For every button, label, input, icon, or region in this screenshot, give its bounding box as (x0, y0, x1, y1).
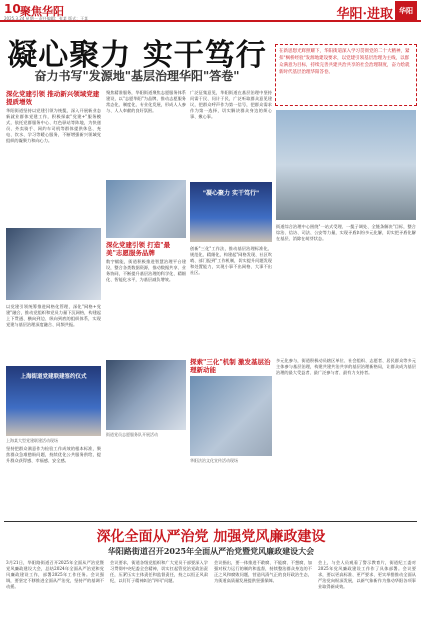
bottom-headline: 深化全面从严治党 加强党风廉政建设 (96, 529, 326, 545)
main-subheadline: 奋力书写"发源地"基层治理华阳"答卷" (34, 69, 240, 83)
col4-photo (276, 110, 416, 220)
bottom-col-3: 会议指出，要一体推进不敢腐、不能腐、不想腐，加强对权力运行的制约和监督，持续整治群众身边的不正之风和腐败问题，营造风清气正的良好政治生态，为街道高质量发展提供坚强保障。 (214, 560, 312, 583)
intro-quote-box: 在新思想光辉照耀下，华阳街道深入学习贯彻党的二十大精神，紧扣"枫桥经验"发源地建设要求，以党建引领基层治理为主线，以群众满意为目标，持续完善共建共治共享的社会治理制度，奋力绘就新时代基层治理华阳答卷。 (275, 44, 417, 106)
bottom-divider (4, 521, 417, 522)
col3-caption: 华阳法治文化宣传活动现场 (190, 458, 238, 463)
bottom-col-1: 3月21日，华阳路街道召开2025年全面从严治党暨党风廉政建设大会，总结2024年全面从严治党和党风廉政建设工作，部署2025年工作任务。会议强调，要坚定不移推进全面从严治党，坚持严的基调不动摇。 (6, 560, 104, 589)
col3-photo (190, 182, 272, 242)
col2-text: 聚焦精准服务，华阳街道聚焦志愿服务体系建设，以"志愿华阳"为品牌，推动志愿服务常态化、制度化、专业化发展，形成人人参与、人人奉献的良好氛围。 (106, 90, 186, 113)
masthead: 华阳·进取 (336, 7, 393, 22)
col2-caption: 街道党员志愿服务队开展活动 (106, 432, 158, 437)
bottom-col-4: 会上，与会人员观看了警示教育片，街道纪工委对2025年党风廉政建设工作作了具体部署。会议要求，要以更高标准、更严要求、更实举措推动全面从严治党向纵深发展，以新气象新作为推动华阳各项事业取得新成效。 (318, 560, 416, 589)
col1-text-3: 坚持把群众满意作为检验工作成效的根本标准，聚焦群众急难愁盼问题，持续优化公共服务供给，提升群众获得感、幸福感、安全感。 (6, 446, 101, 463)
col1-text: 华阳街道坚持以党建引领为统揽，深入开展新业态新就业群体党建工作，积极探索"党建+"服务模式，依托党群服务中心、红色驿站等阵地，为快递员、外卖骑手、网约车司机等群体提供休息、充电、饮水、学习等暖心服务，不断增强新兴领域党组织的凝聚力和向心力。 (6, 108, 101, 143)
main-headline: 凝心聚力 实干笃行 (7, 38, 267, 73)
col3-photo-2 (190, 376, 272, 456)
col3-text-2: 创新"三化"工作法，推动基层治理标准化、规范化、精细化，构建起"网格发现、社区吹哨、部门报到"工作机制，切实提升问题发现和处置能力，实现小事不出网格、大事不出社区。 (190, 246, 272, 275)
col3-text: 广泛征集意见，华阳街道在基层治理中坚持问需于民、问计于民，广泛听取群众意见建议，把群众呼声作为第一信号，把群众需求作为第一选择，切实解决群众身边的烦心事、揪心事。 (190, 90, 272, 119)
newspaper-logo-icon: 华阳 (395, 1, 417, 20)
col4-text-2: 多元化参与，街道积极动员辖区单位、社会组织、志愿者、居民群众等多元主体参与基层治理，构建共建共治共享的基层治理新格局，让群众成为基层治理的最大受益者、最广泛参与者、最有力支持者。 (276, 358, 416, 375)
bottom-subheadline: 华阳路街道召开2025年全面从严治党暨党风廉政建设大会 (107, 546, 315, 556)
col2-subtitle: 深化党建引领 打造"最美"志愿服务品牌 (106, 241, 171, 257)
col1-photo-banner: 上海街道党建联建签约仪式 (20, 374, 87, 380)
bottom-col-2: 会议要求，街道各级党组织和广大党员干部要深入学习贯彻中央纪委全会精神，切实扛起管党治党政治责任，压紧压实主体责任和监督责任，持之以恒正风肃纪，以钉钉子精神纠治"四风"问题。 (110, 560, 208, 583)
col1-photo-1 (6, 228, 101, 300)
col1-photo-2 (6, 366, 101, 436)
col3-photo-banner: "凝心聚力 实干笃行" (202, 190, 260, 197)
col4-text: 街道综合治理中心围绕"一站式受理、一揽子调处、全链条解决"目标，整合综治、信访、司法、公安等力量，实现矛盾纠纷多元化解，切实把矛盾化解在基层、消除在萌芽状态。 (276, 224, 416, 241)
section-name: 聚焦华阳 (20, 5, 64, 18)
col2-photo-2 (106, 360, 186, 430)
col1-subtitle: 深化党建引领 推动新兴领域党建提质增效 (6, 90, 100, 106)
col2-text-2: 数字赋能，街道积极推进智慧治理平台建设，整合各类数据资源，推动数据共享、业务协同，不断提升基层治理的科学化、精细化、智能化水平，为基层减负增效。 (106, 259, 186, 282)
col3-subtitle: 探索"三化"机制 激发基层治理新动能 (190, 358, 271, 374)
issue-meta: 2025.3.24 星期一 责任编辑：张某 版式：王某 (4, 16, 89, 21)
col2-photo (106, 180, 186, 238)
col1-caption: 上海某大型党建联建活动现场 (6, 438, 58, 443)
page-number: 10 (4, 2, 21, 16)
col1-text-2: 以党建引领统筹推进网格化管理，深化"网格+党建"融合，推动党组织和党员力量下沉网格，构建起上下贯通、横向到边、纵向到底的组织体系，实现党建与基层治理深度融合、同频共振。 (6, 304, 101, 327)
